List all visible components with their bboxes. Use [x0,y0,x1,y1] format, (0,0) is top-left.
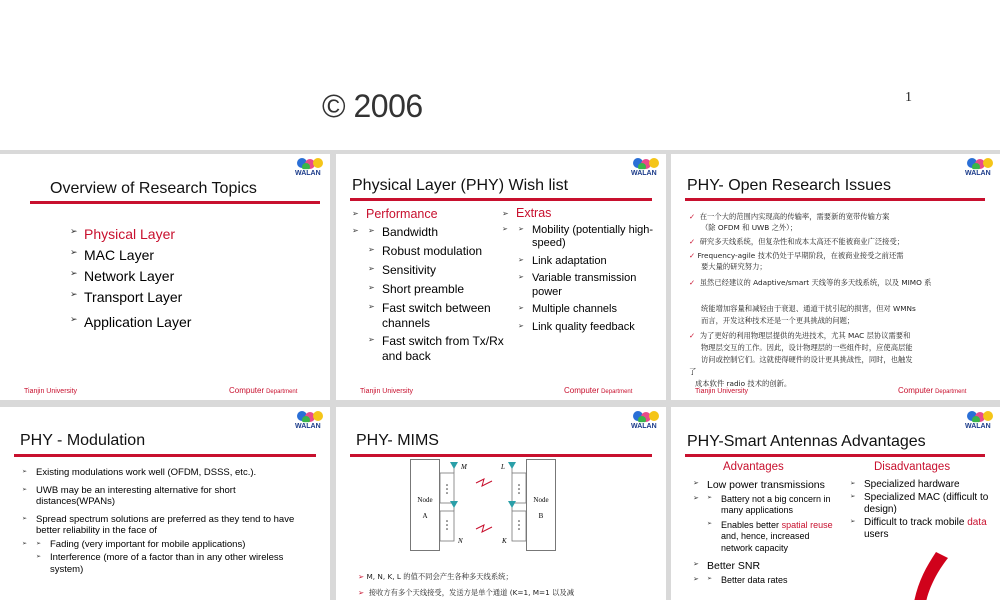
slide-title: PHY-Smart Antennas Advantages [687,433,926,450]
slide-title: PHY- Open Research Issues [687,177,891,194]
advantages-list [693,479,853,586]
slide-title: Overview of Research Topics [50,180,257,197]
slide-title: Physical Layer (PHY) Wish list [352,177,569,194]
list-item: ➢ MAC Layer [70,245,191,266]
advantages-sub [693,494,853,555]
list-item: ➢ Variable transmission power [518,272,656,299]
mims-note: ➢ 接收方有多个天线接受，发送方是单个通道 (K=1, M=1 以及减 [358,588,575,597]
mims-diagram: Node A Node B M L N K [410,459,556,551]
list-item: ➢ Spread spectrum solutions are preferred as they tend to have better reliability in the face of [22,514,302,537]
topic-list [70,224,191,333]
disadvantages-list [850,479,990,541]
list-item: ➢ Robust modulation [368,244,512,259]
slide-open-research[interactable] [671,154,1000,400]
slide-title: PHY- MIMS [356,432,439,449]
walan-logo: WALAN [294,409,326,433]
advantages-header: Advantages [723,461,784,473]
walan-logo: WALAN [630,156,662,180]
list-item: ➢ ➢ Bandwidth [368,225,512,240]
list-item: ➢ Fast switch between channels [368,301,512,331]
list-item: ➢ Specialized hardware [850,479,990,491]
issue-line: ✓ 在一个大的范围内实现高的传输率，需要新的宽带传输方案 [689,212,890,221]
list-item: ➢ UWB may be an interesting alternative for short distances(WPANs) [22,485,302,508]
slide-phy-wishlist[interactable] [336,154,666,400]
list-item: ➢ Sensitivity [368,263,512,278]
issue-line: 统能增加容量和减轻由于衰退、通道干扰引起的损害，但对 WMNs [701,304,916,313]
walan-logo: WALAN [964,156,996,180]
walan-logo: WALAN [294,156,326,180]
slide-phy-modulation[interactable] [0,407,330,600]
slide-title: PHY - Modulation [20,432,146,449]
footer-university: Tianjin University [695,388,749,395]
antenna-n-icon [450,501,458,508]
issue-line: ✓ 为了更好的利用物理层提供的先进技术，尤其 MAC 层协议需要和 [689,331,911,340]
list-item: ➢ ➢ Battery not a big concern in many applications [707,494,837,517]
modulation-list [22,467,302,575]
modulation-sub [22,539,302,576]
slide-phy-mims[interactable] [336,407,666,600]
mims-note: ➢ M, N, K, L 的值不同会产生各种多天线系统； [358,572,513,581]
issue-line: 而言，开发这种技术还是一个更具挑战的问题； [701,316,855,325]
footer-department: Computer Department [898,386,967,395]
node-b: Node B [526,459,556,551]
antenna-l-icon [508,462,516,469]
signal-arrow-icon [476,479,492,486]
list-item: ➢ Link quality feedback [518,321,656,335]
issue-line: ✓ 研究多天线系统，但复杂性和成本太高还不能被商业广泛接受； [689,237,905,246]
list-item: ➢ Transport Layer [70,287,191,308]
walan-logo: WALAN [630,409,662,433]
issue-line: 要大量的研究努力； [701,262,767,271]
antenna-m-icon [450,462,458,469]
page-number: 1 [905,90,912,105]
issue-line: 物理层交互的工作。因此，设计物理层的一些组件时，应使高层能 [701,343,913,352]
list-item: ➢ Difficult to track mobile data users [850,517,990,541]
antenna-graphic-icon [896,552,956,600]
list-item: ➢ Physical Layer [70,224,191,245]
title-rule [350,198,652,201]
list-item: ➢ ➢ Mobility (potentially high-speed) [518,224,656,251]
title-rule [350,454,652,457]
title-rule [685,198,985,201]
node-a: Node A [410,459,440,551]
list-item: ➢ Specialized MAC (difficult to design) [850,492,990,516]
issue-line: 了 [689,367,697,376]
walan-logo: WALAN [964,409,996,433]
list-item: ➢ Short preamble [368,282,512,297]
title-rule [685,454,985,457]
footer-department: Computer Department [564,386,633,395]
performance-list [352,207,512,364]
antenna-links [410,459,556,551]
extras-sub [502,224,657,335]
list-item: ➢ ➢ Fading (very important for mobile applications) [36,539,286,551]
slide-overview[interactable] [0,154,330,400]
issue-line: ✓ Frequency-agile 技术仍处于早期阶段，在被商业接受之前还需 [689,251,904,260]
advantages-sub-2 [693,575,853,587]
list-item: ➢ Multiple channels [518,303,656,317]
list-item: ➢ Application Layer [70,312,191,333]
issue-line: （除 OFDM 和 UWB 之外）； [701,223,798,232]
performance-sub [352,225,512,364]
antenna-k-icon [508,501,516,508]
footer-university: Tianjin University [360,388,414,395]
title-area [0,0,1000,150]
copyright-text: © 2006 [322,88,423,124]
title-rule [30,201,320,204]
list-item: ➢ Better SNR [693,560,853,573]
list-item: ➢ Existing modulations work well (OFDM, DSSS, etc.). [22,467,302,479]
list-item: ➢ Fast switch from Tx/Rx and back [368,334,512,364]
extras-heading: ➢ Extras [502,207,657,221]
slide-smart-antennas[interactable] [671,407,1000,600]
list-item: ➢ ➢ Better data rates [707,575,837,587]
list-item: ➢ Interference (more of a factor than in any other wireless system) [36,552,286,575]
list-item: ➢ Low power transmissions [693,479,853,492]
disadvantages-header: Disadvantages [874,461,951,473]
footer-department: Computer Department [229,386,298,395]
issue-line: 访问或控制它们。这就使得硬件的设计更具挑战性，同时，也触发 [701,355,913,364]
performance-heading: ➢ Performance [352,207,512,222]
list-item: ➢ Link adaptation [518,255,656,269]
signal-arrow-icon [476,525,492,532]
issue-line: 成本软件 radio 技术的创新。 [695,379,792,388]
footer-university: Tianjin University [24,388,78,395]
issue-line: ✓ 虽然已经建议的 Adaptive/smart 天线等的多天线系统，以及 MIMO 系 [689,278,932,287]
extras-list [502,207,657,334]
list-item: ➢ Enables better spatial reuse and, hence, increased network capacity [707,520,837,555]
title-rule [14,454,316,457]
list-item: ➢ Network Layer [70,266,191,287]
